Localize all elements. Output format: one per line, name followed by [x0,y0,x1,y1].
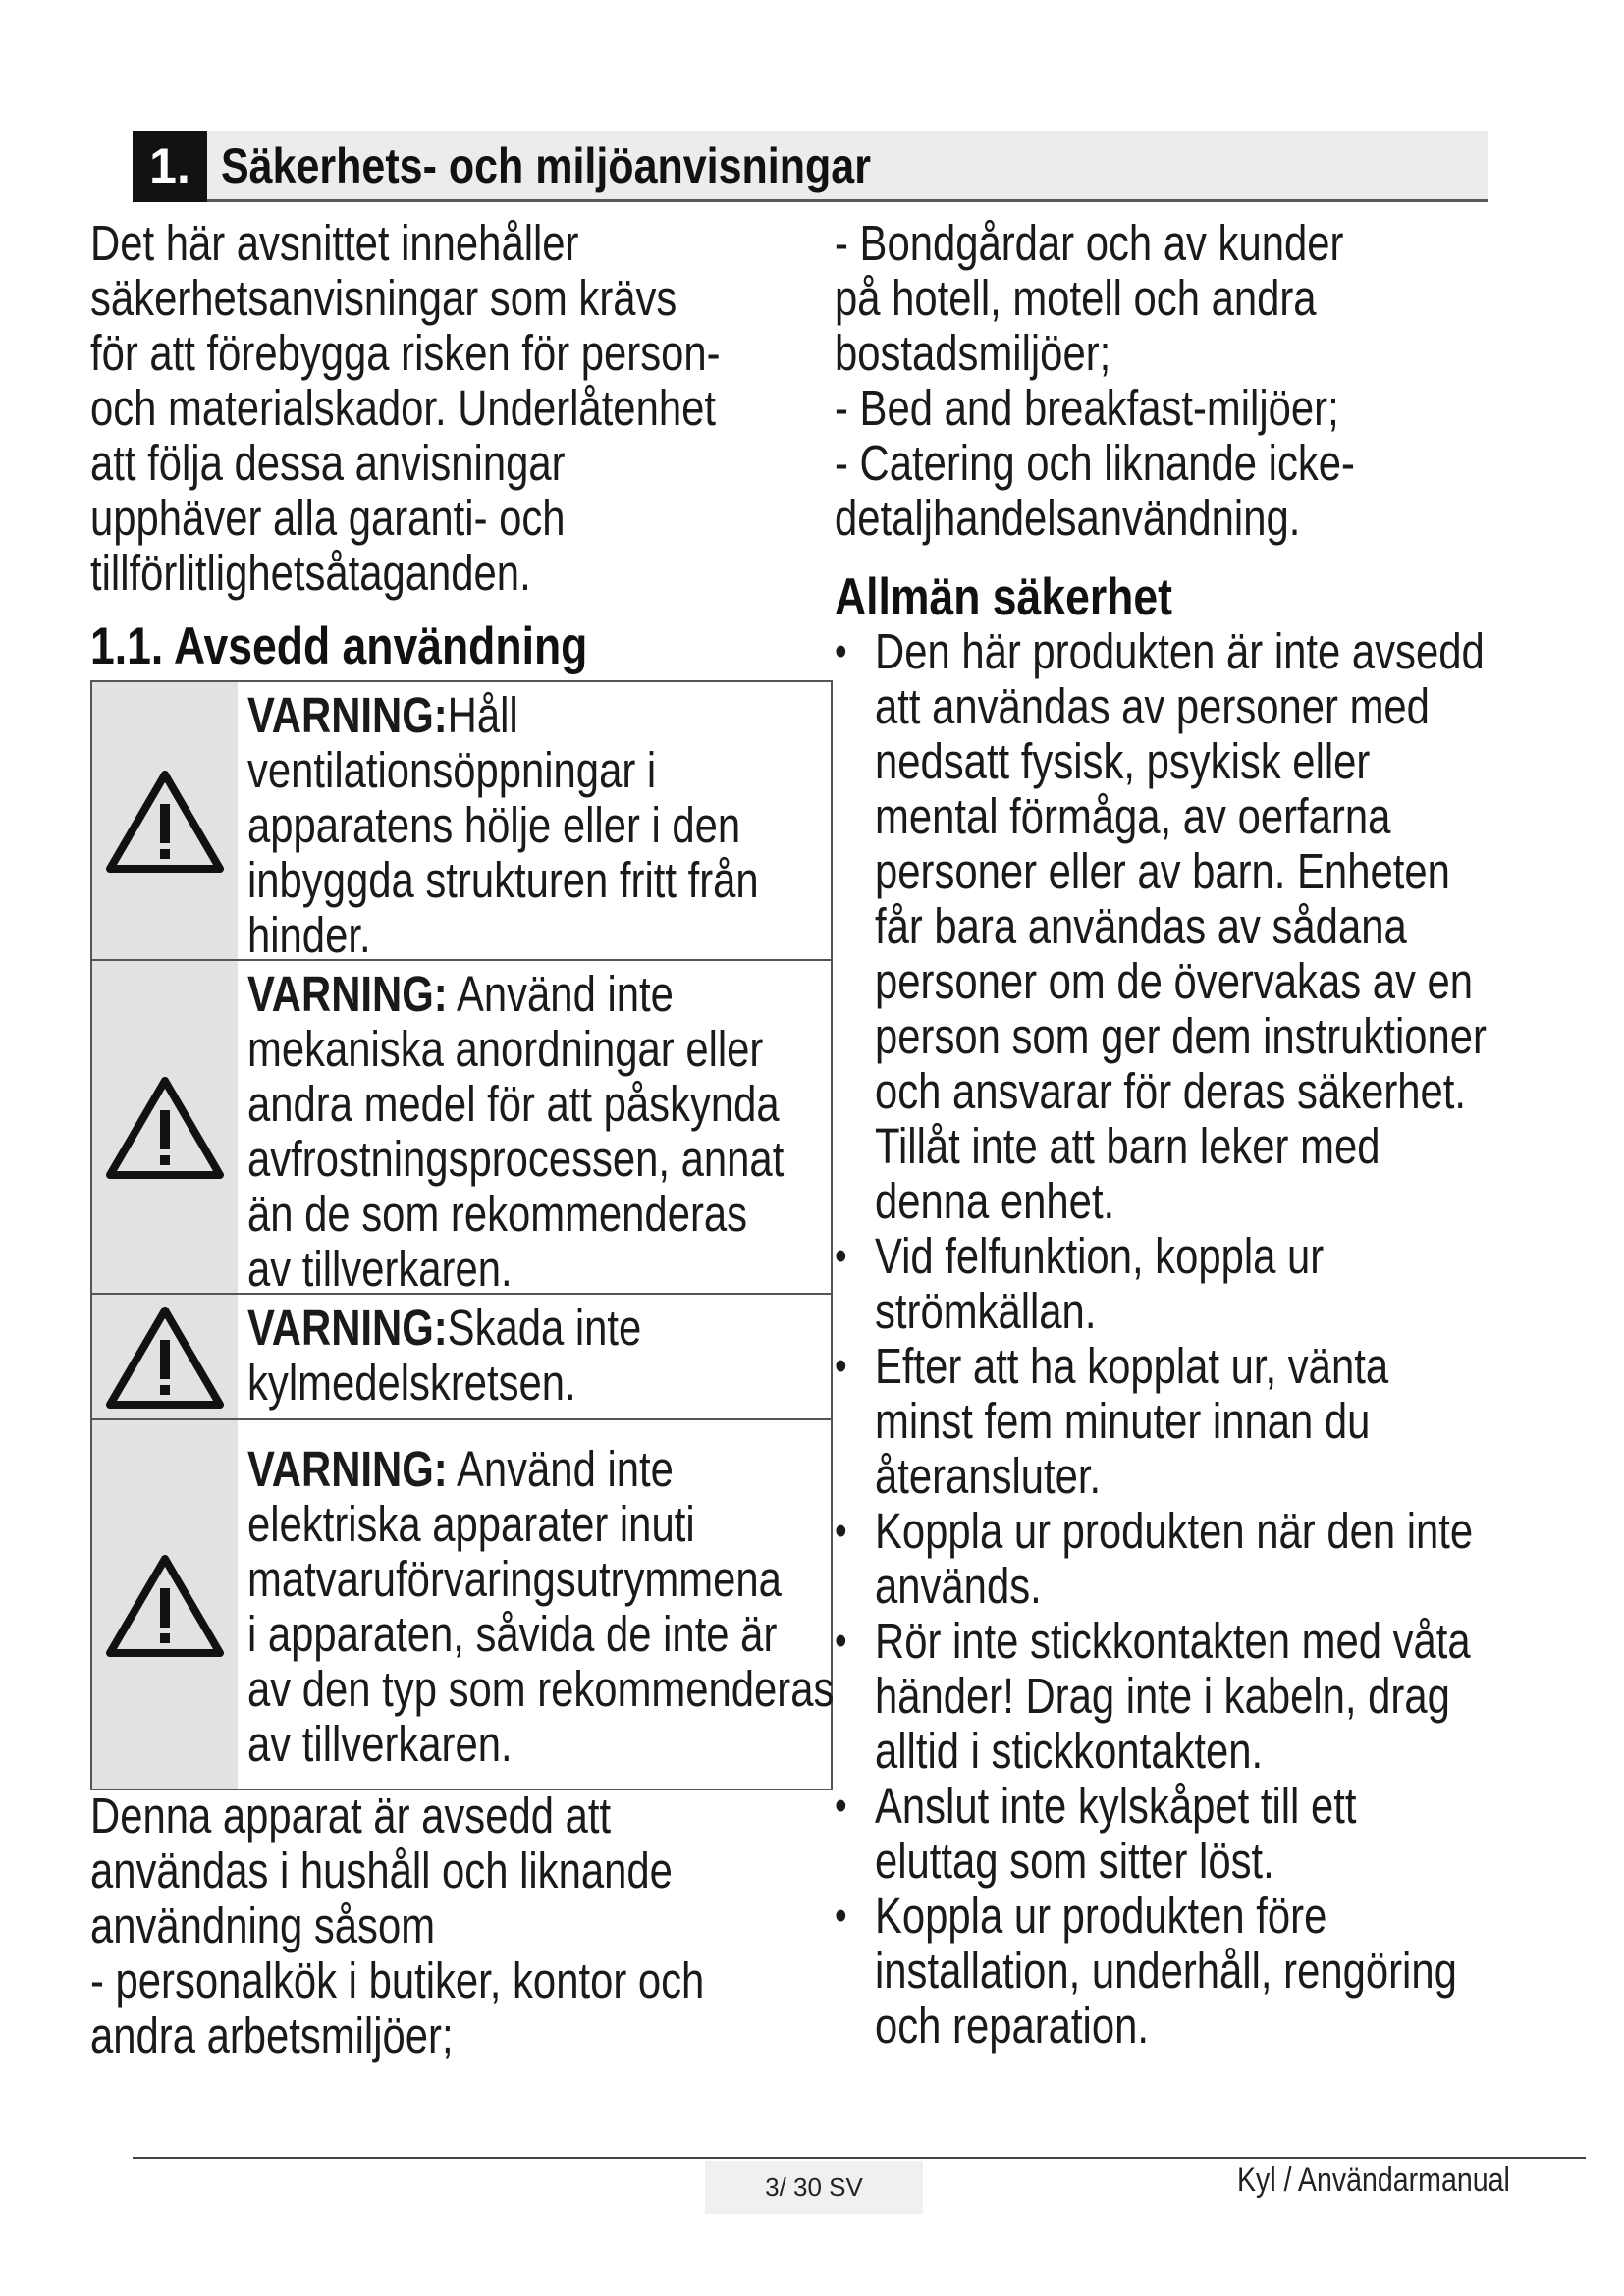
bullet-item [835,1229,1624,1339]
bullet-line: mental förmåga, av oerfarna [875,788,1391,844]
intro-line: tillförlitlighetsåtaganden. [90,545,531,601]
usage-line: på hotell, motell och andra [835,270,1317,326]
warning-line: avfrostningsprocessen, annat [247,1131,785,1187]
warning-label: VARNING: [247,966,448,1022]
bullet-line: återansluter. [875,1448,1102,1504]
bullet-line: Anslut inte kylskåpet till ett [875,1778,1357,1834]
usage-line: bostadsmiljöer; [835,325,1111,381]
usage-continued [835,216,1581,546]
bullet-icon: • [835,1782,847,1830]
bullet-list-wrap [835,624,1624,2054]
warning-line: hinder. [247,907,371,963]
warning-icon-cell [92,1420,238,1789]
bullet-line: alltid i stickkontakten. [875,1723,1264,1779]
bullet-icon: • [835,1617,847,1665]
section-header [133,131,1488,202]
warning-label: VARNING: [247,1300,448,1356]
usage-line: - Bed and breakfast-miljöer; [835,380,1339,436]
usage-line: - Bondgårdar och av kunder [835,215,1344,271]
bullet-line: Efter att ha kopplat ur, vänta [875,1338,1389,1394]
warning-table [90,680,833,1790]
bullet-line: person som ger dem instruktioner [875,1008,1487,1064]
bullet-line: installation, underhåll, rengöring [875,1943,1457,1999]
warning-line: ventilationsöppningar i [247,742,657,798]
warning-label: VARNING: [247,687,448,743]
bullet-line: att användas av personer med [875,678,1430,734]
usage-line: - Catering och liknande icke- [835,435,1355,491]
usage-paragraph [90,1789,837,2063]
warning-triangle-icon [104,1303,226,1411]
section-title: Säkerhets- och miljöanvisningar [221,138,871,193]
bullet-icon: • [835,1892,847,1940]
intro-line: för att förebygga risken för person- [90,325,721,381]
warning-line: i apparaten, såvida de inte är [247,1606,778,1662]
bullet-line: minst fem minuter innan du [875,1393,1371,1449]
warning-row [92,1420,835,1789]
warning-line: inbyggda strukturen fritt från [247,852,759,908]
bullet-icon: • [835,1232,847,1280]
warning-line: av tillverkaren. [247,1241,513,1297]
usage-line: detaljhandelsanvändning. [835,490,1301,546]
intro-line: Det här avsnittet innehåller [90,215,579,271]
bullet-line: nedsatt fysisk, psykisk eller [875,733,1371,789]
warning-label: VARNING: [247,1441,448,1497]
left-column [90,216,837,601]
warning-line: kylmedelskretsen. [247,1355,576,1411]
bullet-line: och ansvarar för deras säkerhet. [875,1063,1467,1119]
section-number: 1. [133,131,207,202]
warning-line: apparatens hölje eller i den [247,797,741,853]
warning-triangle-icon [104,1073,226,1181]
intro-line: säkerhetsanvisningar som krävs [90,270,677,326]
usage-line: andra arbetsmiljöer; [90,2007,454,2063]
bullet-line: Den här produkten är inte avsedd [875,623,1485,679]
bullet-item [835,1339,1624,1504]
bullet-icon: • [835,1507,847,1555]
right-column [835,216,1581,546]
warning-line: matvaruförvaringsutrymmena [247,1551,782,1607]
bullet-line: strömkällan. [875,1283,1097,1339]
usage-block [90,1789,837,2063]
bullet-line: Tillåt inte att barn leker med [875,1118,1380,1174]
bullet-line: Rör inte stickkontakten med våta [875,1613,1471,1669]
intro-line: upphäver alla garanti- och [90,490,566,546]
warning-line: Använd inte [447,1441,674,1497]
warning-triangle-icon [104,1551,226,1659]
bullet-line: Koppla ur produkten före [875,1888,1327,1944]
intro-paragraph [90,216,837,601]
bullet-item [835,1614,1624,1779]
usage-line: Denna apparat är avsedd att [90,1788,612,1843]
warning-row [92,961,831,1295]
bullet-line: denna enhet. [875,1173,1115,1229]
bullet-line: personer om de övervakas av en [875,953,1474,1009]
bullet-icon: • [835,627,847,675]
warning-icon-cell [92,1295,238,1418]
bullet-line: personer eller av barn. Enheten [875,843,1450,899]
bullet-line: händer! Drag inte i kabeln, drag [875,1668,1450,1724]
bullet-item [835,1889,1624,2054]
warning-line: mekaniska anordningar eller [247,1021,764,1077]
warning-icon-cell [92,961,238,1293]
warning-line: andra medel för att påskynda [247,1076,780,1132]
footer-title: Kyl / Användarmanual [1237,2162,1510,2199]
warning-row [92,682,831,961]
bullet-line: används. [875,1558,1042,1614]
bullet-line: Vid felfunktion, koppla ur [875,1228,1325,1284]
bullet-line: eluttag som sitter löst. [875,1833,1274,1889]
general-safety-heading: Allmän säkerhet [835,568,1172,626]
warning-line: Håll [447,687,518,743]
warning-text [247,1295,892,1415]
warning-line: av den typ som rekommenderas [247,1661,835,1717]
bullet-line: får bara användas av sådana [875,898,1407,954]
warning-text [247,1420,892,1776]
bullet-item [835,1504,1624,1614]
warning-row [92,1295,831,1420]
footer-page-number: 3/ 30 SV [705,2161,923,2214]
bullet-icon: • [835,1342,847,1390]
warning-triangle-icon [104,767,226,875]
warning-line: Skada inte [447,1300,642,1356]
intro-line: att följa dessa anvisningar [90,435,566,491]
warning-line: Använd inte [447,966,674,1022]
bullet-line: och reparation. [875,1998,1149,2054]
general-safety-heading-wrap [835,567,1581,627]
warning-line: av tillverkaren. [247,1716,513,1772]
bullet-item [835,1779,1624,1889]
usage-line: användning såsom [90,1897,436,1953]
bullet-line: Koppla ur produkten när den inte [875,1503,1474,1559]
warning-line: än de som rekommenderas [247,1186,748,1242]
warning-text [247,682,892,967]
warning-icon-cell [92,682,238,959]
usage-line: användas i hushåll och liknande [90,1842,673,1898]
intended-use-heading-wrap [90,616,837,676]
bullet-item [835,624,1624,1229]
general-safety-list [835,624,1620,2054]
intro-line: och materialskador. Underlåtenhet [90,380,716,436]
intended-use-heading: 1.1. Avsedd användning [90,617,588,675]
warning-text [247,961,892,1301]
usage-line: - personalkök i butiker, kontor och [90,1952,705,2008]
warning-line: elektriska apparater inuti [247,1496,695,1552]
